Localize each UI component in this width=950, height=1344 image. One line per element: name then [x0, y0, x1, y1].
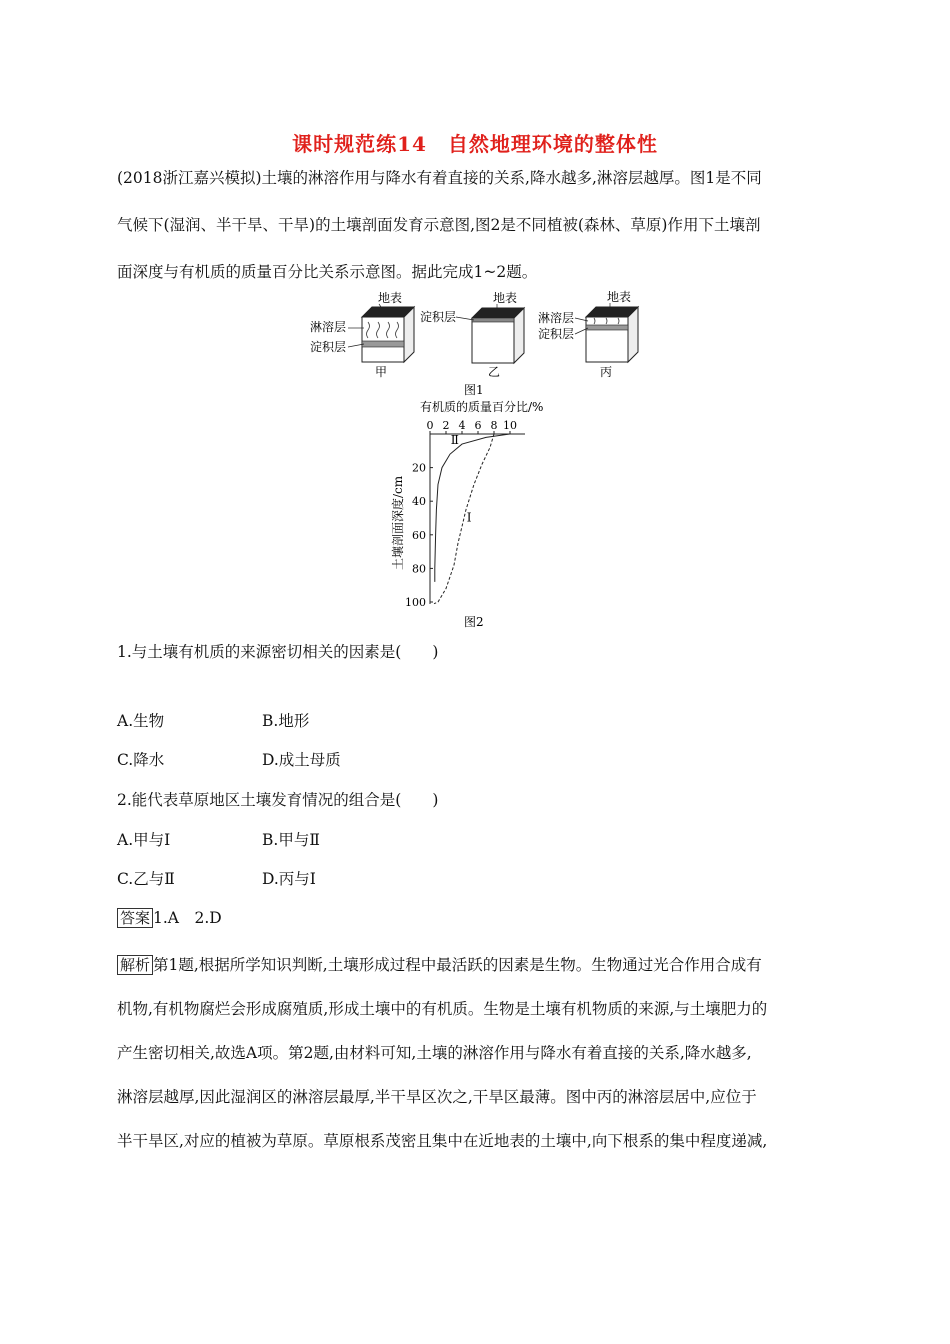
figure-2-caption: 图2 — [464, 615, 484, 629]
analysis-line: 淋溶层越厚,因此湿润区的淋溶层最厚,半干旱区次之,干旱区最薄。图中丙的淋溶层居中,应位于 — [117, 1088, 757, 1106]
q2-option-b[interactable]: B.甲与Ⅱ — [262, 831, 320, 849]
q2-option-c[interactable]: C.乙与Ⅱ — [117, 870, 175, 888]
q1-option-c[interactable]: C.降水 — [117, 751, 165, 769]
x-tick-label: 2 — [442, 419, 450, 432]
chart-x-axis-title: 有机质的质量百分比/% — [420, 400, 544, 414]
analysis-line: 半干旱区,对应的植被为草原。草原根系茂密且集中在近地表的土壤中,向下根系的集中程度递减, — [117, 1132, 768, 1150]
question-2-stem: 2.能代表草原地区土壤发育情况的组合是( ) — [117, 791, 439, 809]
y-tick-label: 60 — [412, 528, 426, 542]
block-yi-label-1: 淀积层 — [420, 310, 457, 324]
series-line-1 — [435, 434, 510, 582]
answer-tag: 答案 — [117, 908, 153, 928]
series-label-2: Ⅰ — [466, 510, 472, 525]
series-label-1: Ⅱ — [450, 433, 459, 448]
x-tick-label: 8 — [490, 419, 498, 432]
block-bing-name: 丙 — [600, 365, 613, 379]
answer-line — [117, 906, 222, 928]
q1-option-a[interactable]: A.生物 — [117, 712, 165, 730]
intro-line: 气候下(湿润、半干旱、干旱)的土壤剖面发育示意图,图2是不同植被(森林、草原)作用下土壤剖 — [117, 216, 761, 234]
intro-line: 面深度与有机质的质量百分比关系示意图。据此完成1~2题。 — [117, 263, 538, 281]
analysis-tag: 解析 — [117, 955, 153, 975]
analysis-paragraph — [117, 943, 833, 1163]
y-tick-label: 40 — [412, 495, 426, 509]
series-line-2 — [434, 434, 494, 604]
q2-option-a[interactable]: A.甲与Ⅰ — [117, 831, 171, 849]
figure-2-organic-matter-chart — [0, 0, 950, 640]
analysis-line: 产生密切相关,故选A项。第2题,由材料可知,土壤的淋溶作用与降水有着直接的关系,降水越多, — [117, 1044, 752, 1062]
figure-1-caption: 图1 — [464, 383, 484, 397]
chart-y-axis-title: 土壤剖面深度/cm — [391, 475, 405, 570]
block-yi-name: 乙 — [488, 365, 501, 379]
page-title: 课时规范练14 自然地理环境的整体性 — [292, 132, 658, 156]
analysis-line: 机物,有机物腐烂会形成腐殖质,形成土壤中的有机质。生物是土壤有机物质的来源,与土壤肥力的 — [117, 1000, 768, 1018]
analysis-line: 第1题,根据所学知识判断,土壤形成过程中最活跃的因素是生物。生物通过光合作用合成有 — [153, 956, 762, 974]
y-tick-label: 20 — [412, 461, 426, 475]
q2-option-d[interactable]: D.丙与Ⅰ — [262, 870, 316, 888]
block-bing-top-label: 地表 — [607, 290, 632, 304]
block-yi-top-label: 地表 — [493, 291, 518, 305]
q1-option-d[interactable]: D.成土母质 — [262, 751, 341, 769]
x-tick-label: 4 — [458, 419, 466, 432]
x-tick-label: 0 — [426, 419, 434, 432]
answer-text: 1.A 2.D — [153, 909, 222, 927]
block-jia-top-label: 地表 — [378, 291, 403, 305]
x-tick-label: 10 — [503, 419, 517, 432]
question-1-stem: 1.与土壤有机质的来源密切相关的因素是( ) — [117, 643, 439, 661]
y-tick-label: 100 — [405, 596, 426, 609]
x-tick-label: 6 — [474, 419, 482, 432]
intro-line: (2018浙江嘉兴模拟)土壤的淋溶作用与降水有着直接的关系,降水越多,淋溶层越厚。图1是不同 — [117, 169, 762, 187]
block-bing-label-2: 淀积层 — [538, 327, 575, 341]
q1-option-b[interactable]: B.地形 — [262, 712, 310, 730]
block-jia-name: 甲 — [375, 365, 388, 379]
block-jia-label-2: 淀积层 — [310, 340, 347, 354]
block-bing-label-1: 淋溶层 — [538, 311, 575, 325]
block-jia-label-1: 淋溶层 — [310, 320, 347, 334]
y-tick-label: 80 — [412, 562, 426, 576]
